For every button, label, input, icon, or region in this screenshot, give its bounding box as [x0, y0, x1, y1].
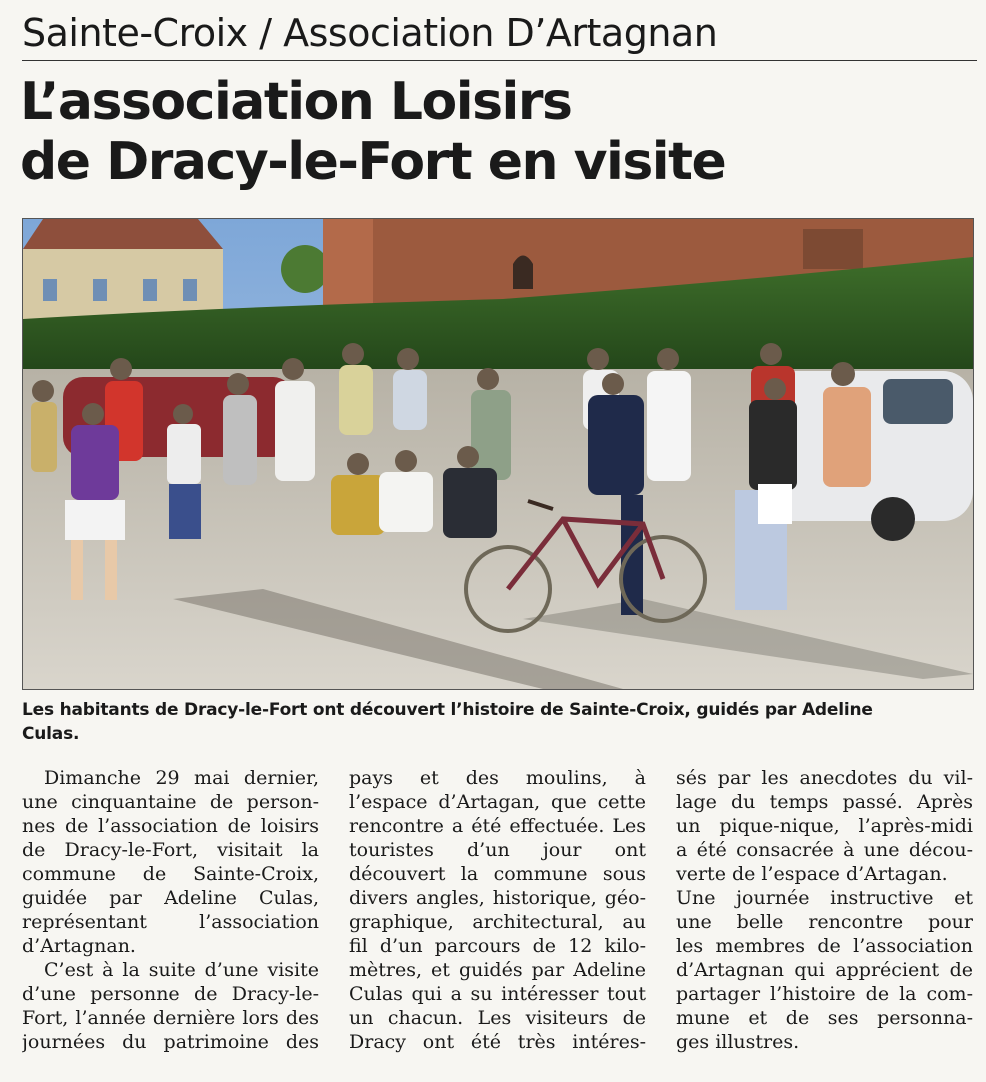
text-line: commune de Sainte-Croix, — [22, 863, 319, 885]
column-2 — [349, 766, 646, 1076]
text-line: verte de l’espace d’Artagan. — [676, 863, 948, 885]
text-line: guidée par Adeline Culas, — [22, 887, 319, 909]
section-rubric: Sainte-Croix / Association D’Artagnan — [22, 8, 977, 61]
headline-line-2: de Dracy-le-Fort en visite — [20, 132, 726, 192]
headline-line-1: L’association Loisirs — [20, 72, 572, 132]
text-line: mune et de ses personna- — [676, 1007, 973, 1029]
text-line: ges illustres. — [676, 1031, 800, 1053]
caption-line-2: Culas. — [22, 724, 80, 744]
photo-caption — [22, 698, 970, 746]
text-line: sés par les anecdotes du vil- — [676, 767, 973, 789]
column-3 — [676, 766, 973, 1076]
text-line: Culas qui a su intéresser tout — [349, 983, 646, 1005]
text-line: d’une personne de Dracy-le- — [22, 983, 319, 1005]
text-line: Une journée instructive et — [676, 887, 973, 909]
text-line: un chacun. Les visiteurs de — [349, 1007, 646, 1029]
text-line: graphique, architectural, au — [349, 911, 646, 933]
text-line: une cinquantaine de person- — [22, 791, 319, 813]
caption-line-1: Les habitants de Dracy-le-Fort ont découvert l’histoire de Sainte-Croix, guidés par Adeline — [22, 700, 873, 720]
text-line: de Dracy-le-Fort, visitait la — [22, 839, 319, 861]
text-line: mètres, et guidés par Adeline — [349, 959, 646, 981]
text-line: un pique-nique, l’après-midi — [676, 815, 973, 837]
article-body — [22, 766, 974, 1076]
text-line: a été consacrée à une décou- — [676, 839, 973, 861]
text-line: représentant l’association — [22, 911, 319, 933]
text-line: les membres de l’association — [676, 935, 973, 957]
text-line: découvert la commune sous — [349, 863, 646, 885]
text-line: lage du temps passé. Après — [676, 791, 973, 813]
text-line: C’est à la suite d’une visite — [44, 959, 319, 981]
group-photo — [22, 218, 974, 690]
text-line: d’Artagnan qui apprécient de — [676, 959, 973, 981]
text-line: Fort, l’année dernière lors des — [22, 1007, 319, 1029]
text-line: l’espace d’Artagan, que cette — [349, 791, 646, 813]
text-line: nes de l’association de loisirs — [22, 815, 319, 837]
text-line: pays et des moulins, à — [349, 767, 646, 789]
text-line: rencontre a été effectuée. Les — [349, 815, 646, 837]
text-line: Dracy ont été très intéres- — [349, 1031, 646, 1053]
text-line: Dimanche 29 mai dernier, — [44, 767, 319, 789]
column-1 — [22, 766, 319, 1076]
article-headline — [20, 72, 980, 192]
text-line: partager l’histoire de la com- — [676, 983, 973, 1005]
text-line: divers angles, historique, géo- — [349, 887, 646, 909]
text-line: fil d’un parcours de 12 kilo- — [349, 935, 646, 957]
text-line: d’Artagnan. — [22, 935, 136, 957]
text-line: journées du patrimoine des — [22, 1031, 319, 1053]
text-line: touristes d’un jour ont — [349, 839, 646, 861]
text-line: une belle rencontre pour — [676, 911, 973, 933]
